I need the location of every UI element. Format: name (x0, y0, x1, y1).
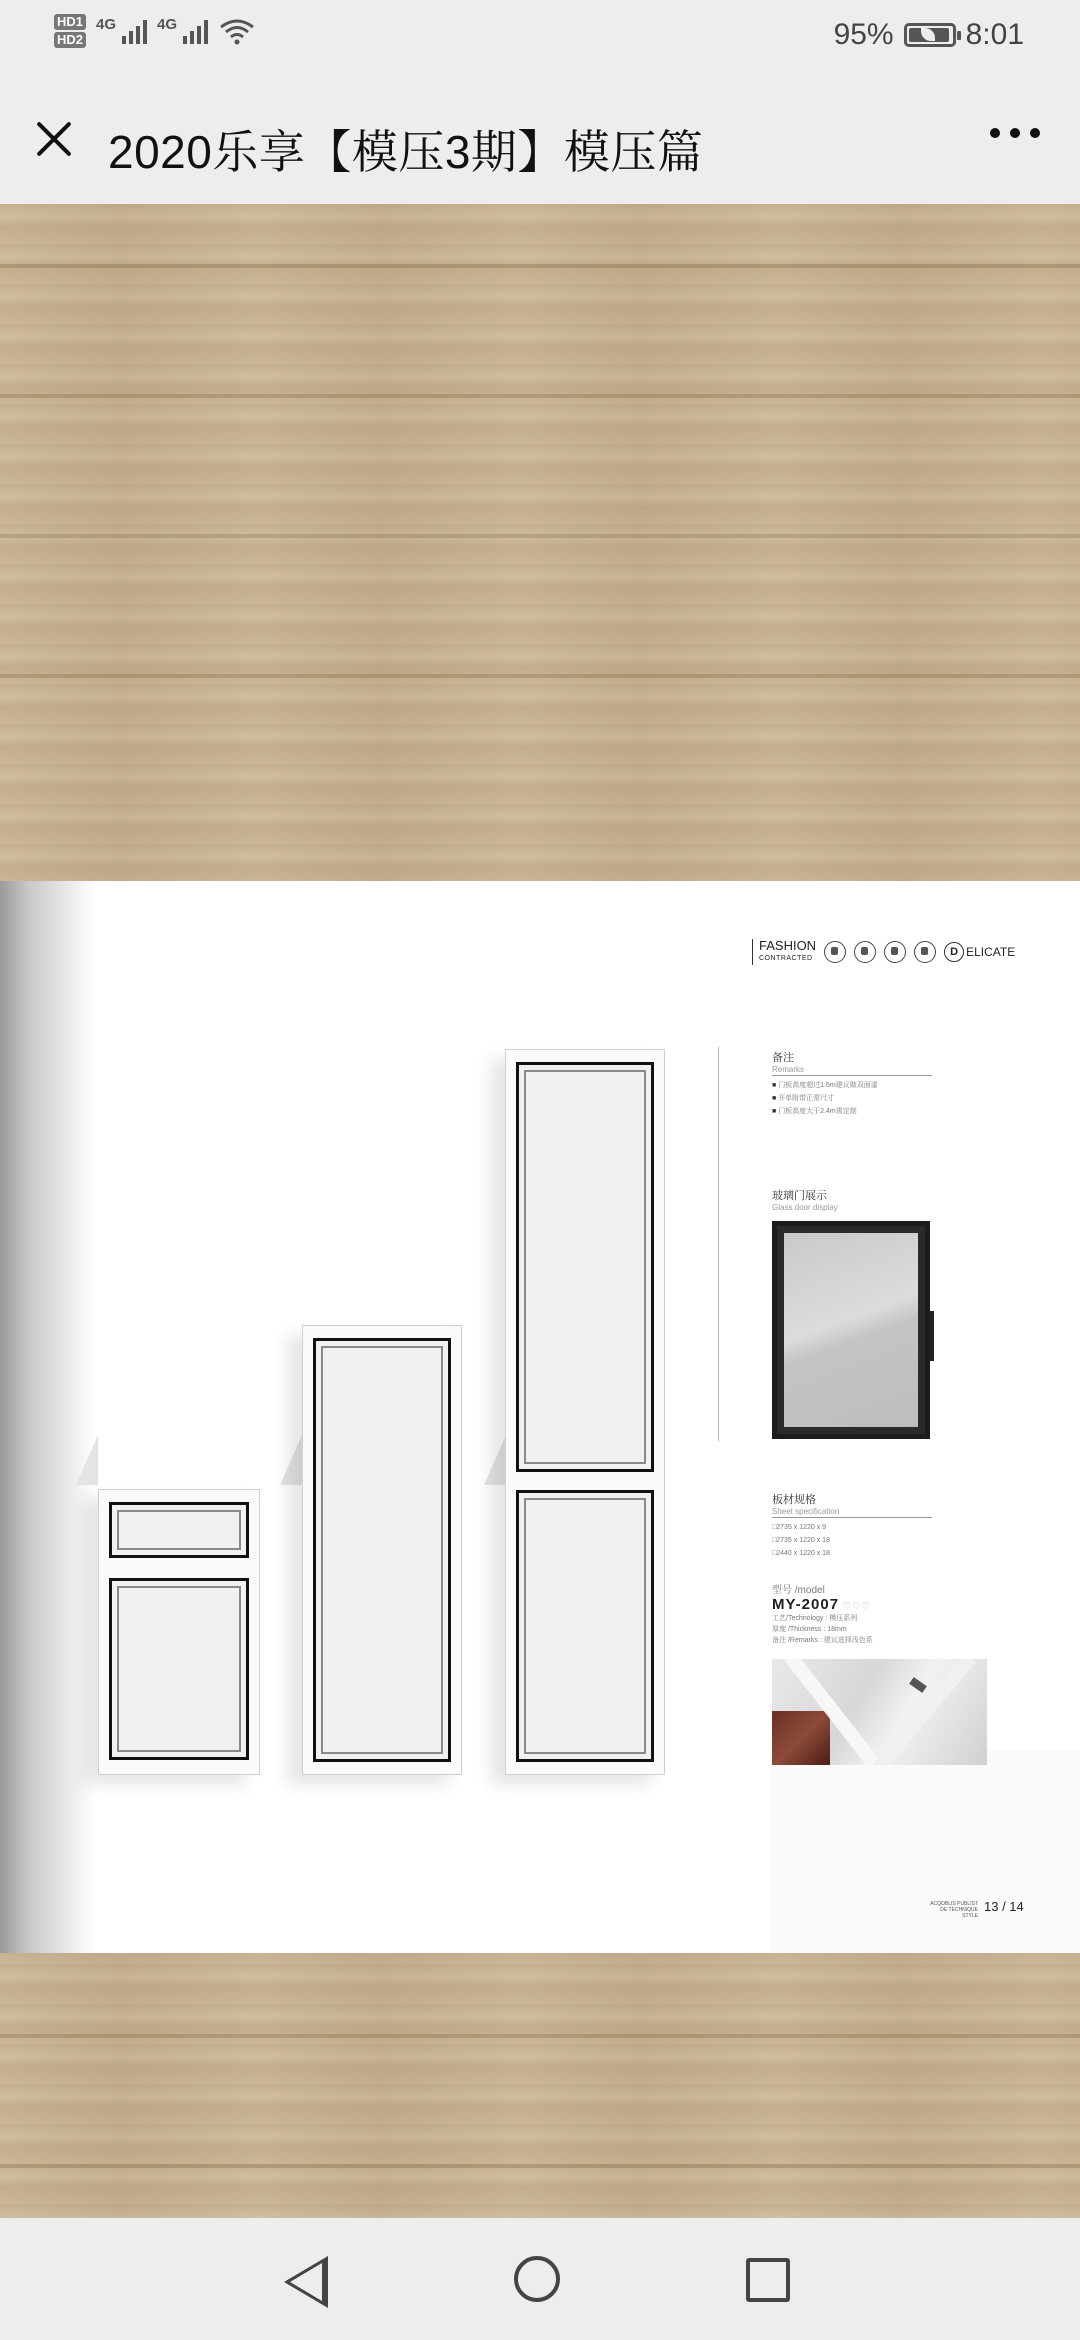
door-panel-lower (109, 1578, 249, 1760)
glass-door-image (772, 1221, 930, 1439)
column-divider (718, 1047, 719, 1441)
battery-percent: 95% (833, 18, 894, 51)
sheet-item: □2735 x 1220 x 18 (772, 1537, 830, 1544)
cabinet-door-tall (302, 1325, 462, 1775)
sheet-item: □2440 x 1220 x 18 (772, 1550, 830, 1557)
more-icon[interactable] (990, 128, 1040, 138)
home-circle-icon[interactable] (514, 2256, 560, 2302)
remarks-list (772, 1079, 878, 1118)
content-area[interactable] (0, 204, 1080, 2218)
network-type-1: 4G (96, 15, 117, 33)
page-number: 13 / 14 (984, 1899, 1024, 1914)
detail-photo (772, 1659, 987, 1765)
hd-icon (54, 14, 86, 48)
model-stars: ♡♡♡ (843, 1601, 871, 1611)
sheet-spec-heading: 板材规格 Sheet specification (772, 1491, 932, 1518)
battery-icon (904, 23, 956, 47)
network-type-2: 4G (157, 15, 178, 33)
recent-square-icon[interactable] (746, 2258, 790, 2302)
brand-fashion: FASHION CONTRACTED (752, 939, 816, 965)
emblem-icon (884, 941, 906, 963)
clock: 8:01 (965, 18, 1024, 51)
system-nav-bar (0, 2218, 1080, 2340)
status-bar (0, 0, 1080, 72)
cabinet-door-short (98, 1489, 260, 1775)
remarks-heading: 备注 Remarks (772, 1049, 932, 1076)
signal-icon-2 (183, 18, 208, 44)
door-panel-upper (516, 1062, 654, 1472)
door-panel-lower (516, 1490, 654, 1762)
emblem-icon (824, 941, 846, 963)
model-label: 型号 /model (772, 1585, 825, 1596)
door-panel-single (313, 1338, 451, 1762)
sheet-spec-list (772, 1521, 830, 1560)
emblem-icon (914, 941, 936, 963)
door-panel-drawer (109, 1502, 249, 1558)
emblem-icon (854, 941, 876, 963)
hd1-label: HD1 (54, 14, 86, 30)
back-triangle-icon[interactable] (284, 2256, 328, 2308)
remark-item: ■ 门板高度超过1.6m建议做双面漆 (772, 1079, 878, 1092)
hd2-label: HD2 (54, 32, 86, 48)
cabinet-door-tallest (505, 1049, 665, 1775)
wifi-icon (218, 17, 256, 45)
glass-door-heading: 玻璃门展示 Glass door display (772, 1190, 838, 1212)
page-title: 2020乐享【模压3期】模压篇 (108, 126, 704, 178)
remark-item: ■ 开单附带正常尺寸 (772, 1092, 878, 1105)
brand-strip (752, 939, 1015, 965)
close-icon[interactable] (28, 112, 80, 164)
publisher-note: ACQOBLIS PUBLIST DE TECHNIQUE STYLE (930, 1901, 978, 1919)
remark-item: ■ 门板高度大于2.4m需定制 (772, 1105, 878, 1118)
status-left (54, 14, 256, 48)
status-right (834, 18, 1024, 52)
catalog-page-image (0, 881, 1080, 1953)
model-info (772, 1581, 873, 1646)
book-spine-shadow (0, 881, 95, 1953)
brand-delicate: D ELICATE (944, 942, 1015, 962)
model-code: MY-2007 ♡♡♡ (772, 1596, 871, 1613)
title-bar (0, 72, 1080, 204)
signal-icon-1 (122, 18, 147, 44)
model-meta: 工艺/Technology : 模压系列 厚度 /Thickness : 18mm 备注 /Remarks : 建议选择浅色系 (772, 1615, 873, 1644)
door-handle (930, 1311, 934, 1361)
sheet-item: □2735 x 1220 x 9 (772, 1524, 827, 1531)
